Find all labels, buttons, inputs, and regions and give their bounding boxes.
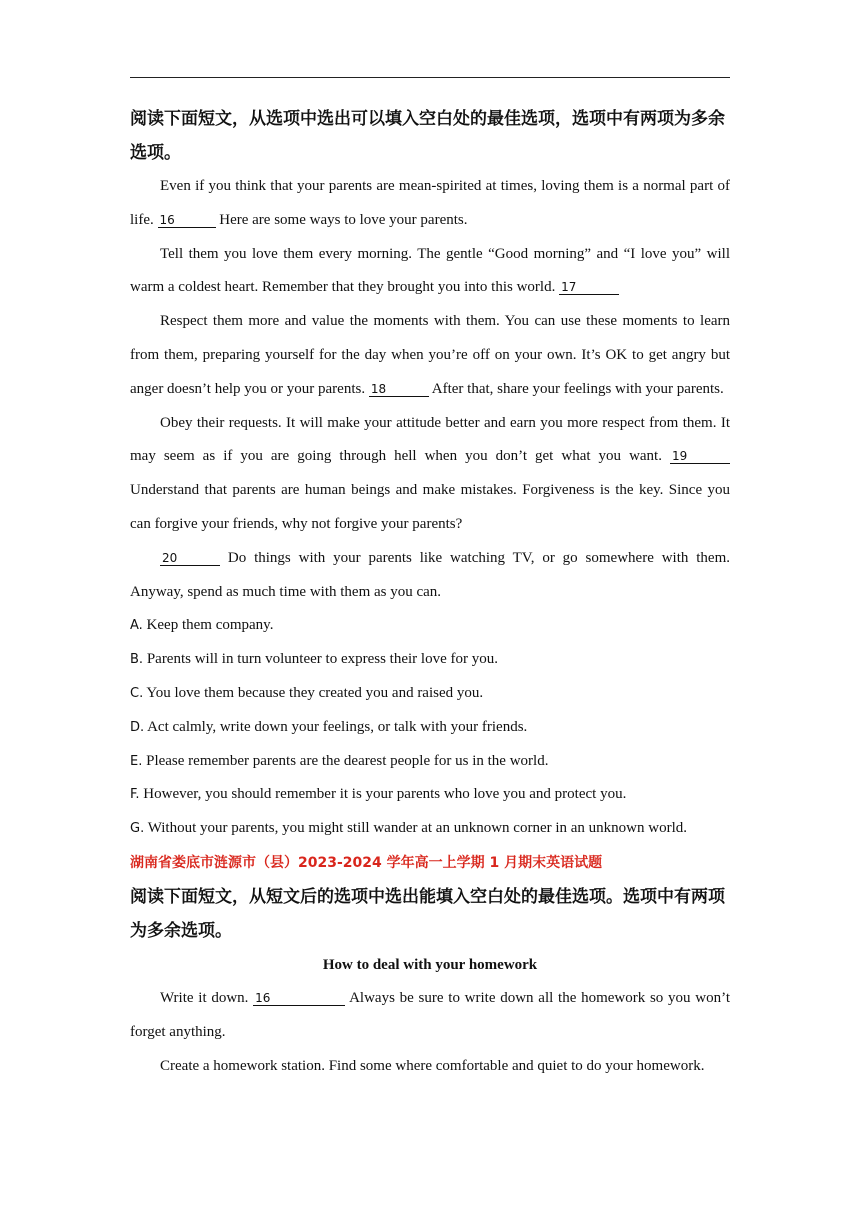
passage2-title: How to deal with your homework xyxy=(322,956,538,973)
passage1-paragraph-4: Obey their requests. It will make your attitude better and earn you more respect from them. It may seem as if you are going through hell when you don’t get what you want. 19 Understand that parents are human beings and make mistakes. Forgiveness is the key. Since you can forgive your friends, why not forgive your parents? xyxy=(130,414,730,532)
passage1-paragraph-1: Even if you think that your parents are mean-spirited at times, loving them is a normal part of life. 16 Here are some ways to love your parents. xyxy=(130,178,730,228)
blank-16-passage2: 16 xyxy=(253,991,345,1006)
source-heading: 湖南省娄底市涟源市（县）2023-2024 学年高一上学期 1 月期末英语试题 xyxy=(130,854,603,871)
instruction-1: 阅读下面短文，从选项中选出可以填入空白处的最佳选项，选项中有两项为多余选项。 xyxy=(130,109,725,163)
options-list xyxy=(130,609,730,846)
blank-16: 16 xyxy=(158,213,216,228)
option-b: B. Parents will in turn volunteer to express their love for you. xyxy=(130,651,498,668)
passage1-paragraph-5: 20 Do things with your parents like watching TV, or go somewhere with them. Anyway, spend as much time with them as you can. xyxy=(130,549,730,600)
option-f: F. However, you should remember it is your parents who love you and protect you. xyxy=(130,786,627,803)
option-g: G. Without your parents, you might still wander at an unknown corner in an unknown world. xyxy=(130,820,687,837)
option-a: A. Keep them company. xyxy=(130,617,274,634)
passage1-paragraph-3: Respect them more and value the moments with them. You can use these moments to learn from them, preparing yourself for the day when you’re off on your own. It’s OK to get angry but anger doesn’t help you or your parents. 18 After that, share your feelings with your parents. xyxy=(130,313,730,397)
document-content xyxy=(130,102,730,1083)
blank-20: 20 xyxy=(160,551,220,566)
blank-17: 17 xyxy=(559,280,619,295)
blank-18: 18 xyxy=(369,382,429,397)
instruction-2: 阅读下面短文，从短文后的选项中选出能填入空白处的最佳选项。选项中有两项为多余选项。 xyxy=(130,886,725,941)
passage1-paragraph-2: Tell them you love them every morning. The gentle “Good morning” and “I love you” will warm a coldest heart. Remember that they brought you into this world. 17 xyxy=(130,245,730,296)
header-rule xyxy=(130,77,730,78)
passage2-paragraph-1: Write it down. 16 Always be sure to write down all the homework so you won’t forget anything. xyxy=(130,989,730,1040)
option-c: C. You love them because they created you and raised you. xyxy=(130,684,484,701)
blank-19: 19 xyxy=(670,449,730,464)
option-d: D. Act calmly, write down your feelings, or talk with your friends. xyxy=(130,718,528,735)
passage2-paragraph-2: Create a homework station. Find some where comfortable and quiet to do your homework. xyxy=(160,1057,705,1074)
option-e: E. Please remember parents are the dearest people for us in the world. xyxy=(130,752,549,769)
